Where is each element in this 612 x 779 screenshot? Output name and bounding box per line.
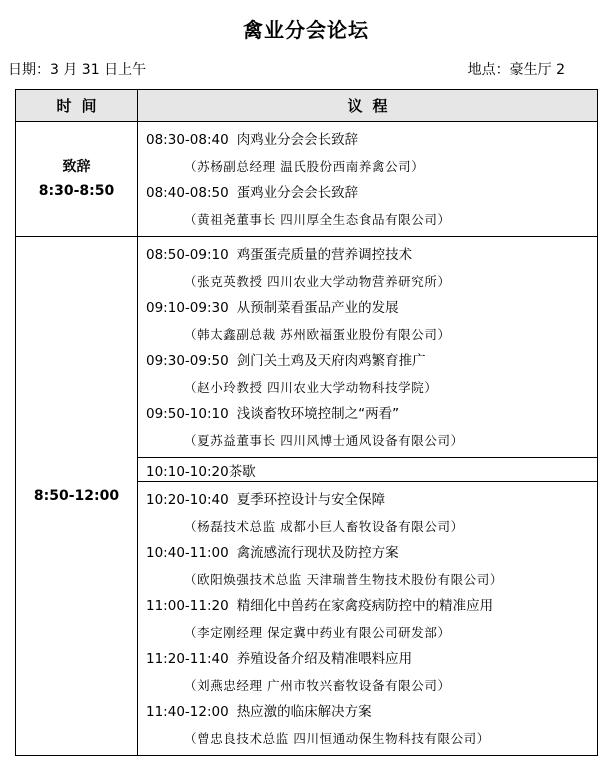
item-topic: 夏季环控设计与安全保障	[236, 492, 386, 508]
agenda-item	[146, 487, 597, 514]
item-topic: 从预制菜看蛋品产业的发展	[236, 300, 399, 316]
session-opening-range: 8:30-8:50	[38, 183, 115, 199]
break-time: 10:10-10:20	[146, 463, 229, 480]
item-speaker: （夏苏益董事长 四川风博士通风设备有限公司）	[184, 432, 464, 448]
item-topic: 剑门关土鸡及天府肉鸡繁育推广	[236, 353, 426, 369]
table-header-row	[16, 90, 598, 122]
agenda-item	[146, 401, 597, 428]
item-topic: 精细化中兽药在家禽疫病防控中的精准应用	[236, 598, 494, 614]
venue-label: 地点：豪生厅 2	[467, 62, 565, 78]
item-time: 09:10-09:30	[146, 300, 229, 316]
agenda-item	[146, 646, 597, 673]
item-time: 09:30-09:50	[146, 353, 229, 369]
session-main-time-cell: 8:50-12:00	[16, 237, 138, 756]
header-time: 时间	[16, 90, 138, 122]
item-time: 11:40-12:00	[146, 704, 229, 720]
agenda-table	[15, 89, 598, 756]
session-opening-row	[16, 122, 598, 237]
item-time: 11:00-11:20	[146, 598, 229, 614]
item-topic: 禽流感流行现状及防控方案	[236, 545, 399, 561]
item-topic: 鸡蛋蛋壳质量的营养调控技术	[236, 247, 413, 263]
session-main-program-a	[138, 237, 598, 458]
item-speaker: （韩太鑫副总裁 苏州欧福蛋业股份有限公司）	[184, 326, 451, 342]
date-label: 日期：3 月 31 日上午	[8, 62, 147, 78]
item-topic: 浅谈畜牧环境控制之“两看”	[236, 406, 400, 422]
agenda-item	[146, 180, 597, 207]
item-speaker: （杨磊技术总监 成都小巨人畜牧设备有限公司）	[184, 518, 464, 534]
agenda-item	[146, 295, 597, 322]
item-topic: 热应激的临床解决方案	[236, 704, 372, 720]
session-opening-label: 致辞	[62, 159, 91, 175]
item-time: 08:40-08:50	[146, 185, 229, 201]
item-time: 10:20-10:40	[146, 492, 229, 508]
item-topic: 养殖设备介绍及精准喂料应用	[236, 651, 413, 667]
item-speaker: （赵小玲教授 四川农业大学动物科技学院）	[184, 379, 438, 395]
session-main-program-b	[138, 482, 598, 756]
item-topic: 肉鸡业分会会长致辞	[236, 132, 359, 148]
session-opening-time-cell	[16, 122, 138, 237]
agenda-item	[146, 593, 597, 620]
item-speaker: （苏杨副总经理 温氏股份西南养禽公司）	[184, 158, 425, 174]
item-time: 08:30-08:40	[146, 132, 229, 148]
item-topic: 蛋鸡业分会会长致辞	[236, 185, 359, 201]
page-title: 禽业分会论坛	[243, 18, 369, 42]
session-main-row-a	[16, 237, 598, 458]
agenda-item	[146, 127, 597, 154]
item-speaker: （刘燕忠经理 广州市牧兴畜牧设备有限公司）	[184, 677, 451, 693]
session-opening-program	[138, 122, 598, 237]
agenda-item	[146, 540, 597, 567]
item-speaker: （欧阳焕强技术总监 天津瑞普生物技术股份有限公司）	[184, 571, 503, 587]
break-topic: 茶歇	[228, 463, 256, 480]
header-program: 议程	[138, 90, 598, 122]
agenda-item	[146, 242, 597, 269]
item-speaker: （曾忠良技术总监 四川恒通动保生物科技有限公司）	[184, 730, 490, 746]
tea-break-cell	[138, 458, 598, 482]
item-time: 08:50-09:10	[146, 247, 229, 263]
agenda-item	[146, 699, 597, 726]
item-time: 11:20-11:40	[146, 651, 229, 667]
agenda-item	[146, 348, 597, 375]
item-speaker: （张克英教授 四川农业大学动物营养研究所）	[184, 273, 451, 289]
item-speaker: （黄祖尧董事长 四川厚全生态食品有限公司）	[184, 211, 451, 227]
item-time: 09:50-10:10	[146, 406, 229, 422]
item-speaker: （李定刚经理 保定冀中药业有限公司研发部）	[184, 624, 451, 640]
item-time: 10:40-11:00	[146, 545, 229, 561]
